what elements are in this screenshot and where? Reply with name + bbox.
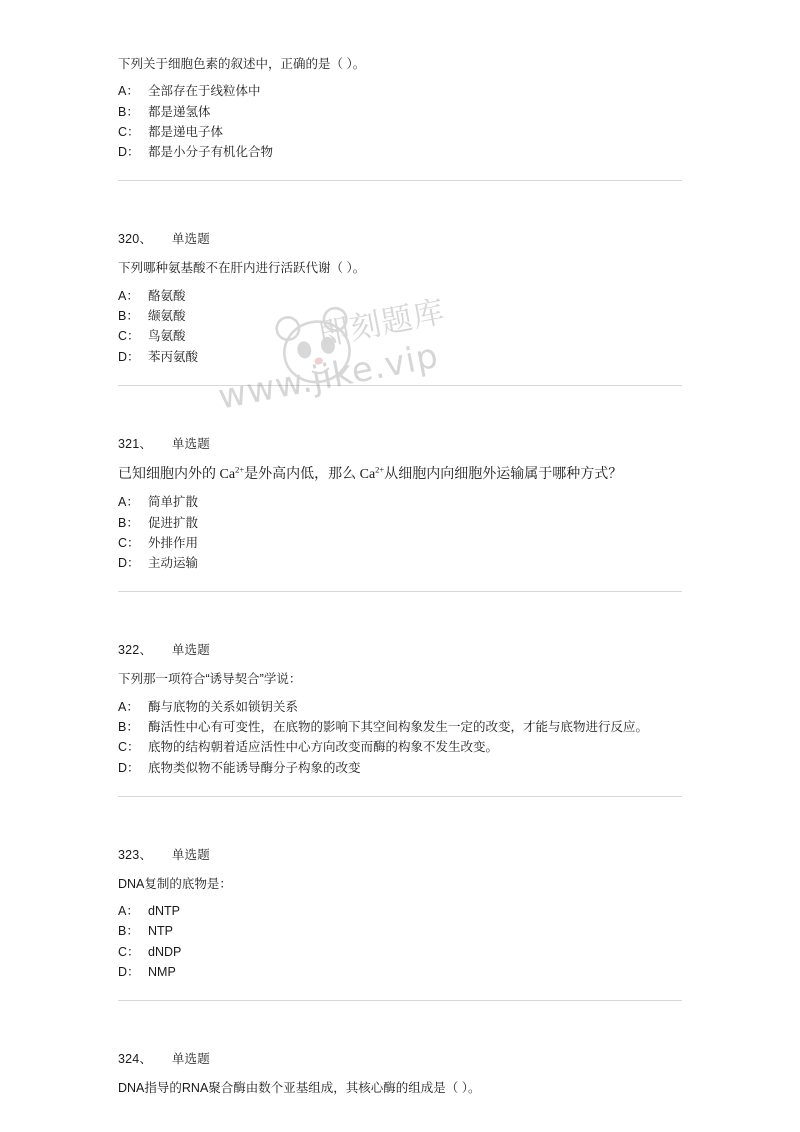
option-text: 苯丙氨酸 bbox=[148, 349, 199, 364]
option-key: A： bbox=[118, 84, 139, 99]
option-item[interactable] bbox=[118, 942, 682, 962]
option-item[interactable] bbox=[118, 492, 682, 512]
option-item[interactable] bbox=[118, 697, 682, 717]
option-text: 底物的结构朝着适应活性中心方向改变而酶的构象不发生改变。 bbox=[148, 740, 499, 755]
question-number: 322、 bbox=[118, 643, 153, 658]
option-text: 酶与底物的关系如锁钥关系 bbox=[148, 699, 299, 714]
section-divider bbox=[118, 796, 682, 797]
option-key: A： bbox=[118, 288, 139, 303]
question-stem: 下列关于细胞色素的叙述中，正确的是（ ）。 bbox=[118, 57, 366, 71]
spacer bbox=[118, 199, 682, 229]
option-key: D： bbox=[118, 145, 140, 160]
option-key: D： bbox=[118, 349, 140, 364]
question-type: 单选题 bbox=[171, 436, 210, 451]
option-text: 促进扩散 bbox=[148, 515, 199, 530]
question-block bbox=[118, 55, 682, 199]
question-block bbox=[118, 845, 682, 1019]
question-stem: 已知细胞内外的 $Ca^{2+}$是外高内低，那么 $Ca^{2+}$从细胞内向细胞外运输属于哪种方式？ bbox=[118, 464, 623, 482]
option-key: C： bbox=[118, 329, 140, 344]
section-divider bbox=[118, 385, 682, 386]
option-text: 主动运输 bbox=[148, 556, 199, 571]
option-item[interactable] bbox=[118, 758, 682, 778]
option-text: 全部存在于线粒体中 bbox=[148, 84, 261, 99]
question-type: 单选题 bbox=[171, 847, 210, 862]
option-item[interactable] bbox=[118, 921, 682, 941]
option-item[interactable] bbox=[118, 347, 682, 367]
option-item[interactable] bbox=[118, 286, 682, 306]
option-item[interactable] bbox=[118, 122, 682, 142]
option-item[interactable] bbox=[118, 142, 682, 162]
question-header bbox=[118, 640, 682, 658]
option-key: C： bbox=[118, 740, 140, 755]
option-list bbox=[118, 697, 682, 778]
question-stem: 下列哪种氨基酸不在肝内进行活跃代谢（ ）。 bbox=[118, 261, 366, 276]
watermark-url: www.jike.vip bbox=[215, 335, 443, 418]
question-header bbox=[118, 845, 682, 863]
option-item[interactable] bbox=[118, 553, 682, 573]
question-header bbox=[118, 434, 682, 452]
section-divider bbox=[118, 591, 682, 592]
question-number: 324、 bbox=[118, 1052, 153, 1067]
question-type: 单选题 bbox=[171, 232, 210, 247]
question-number: 321、 bbox=[118, 436, 153, 451]
question-block bbox=[118, 1049, 682, 1123]
option-text: 都是递电子体 bbox=[148, 124, 224, 139]
option-text: 酶活性中心有可变性，在底物的影响下其空间构象发生一定的改变，才能与底物进行反应。 bbox=[148, 720, 649, 735]
option-key: B： bbox=[118, 309, 139, 323]
spacer bbox=[118, 610, 682, 640]
option-key: D： bbox=[118, 760, 140, 775]
option-key: B： bbox=[118, 515, 139, 530]
option-key: D： bbox=[118, 556, 140, 571]
question-block bbox=[118, 640, 682, 814]
option-item[interactable] bbox=[118, 513, 682, 533]
option-key: D： bbox=[118, 964, 140, 979]
option-text: 底物类似物不能诱导酶分子构象的改变 bbox=[148, 760, 361, 775]
spacer bbox=[118, 1019, 682, 1049]
section-divider bbox=[118, 1000, 682, 1001]
option-text: dNTP bbox=[148, 904, 180, 919]
option-key: C： bbox=[118, 535, 140, 550]
option-text: NTP bbox=[148, 924, 173, 939]
option-text: 外排作用 bbox=[148, 535, 199, 550]
option-item[interactable] bbox=[118, 901, 682, 921]
section-divider bbox=[118, 180, 682, 181]
spacer bbox=[118, 404, 682, 434]
option-item[interactable] bbox=[118, 102, 682, 122]
option-text: 都是递氢体 bbox=[148, 104, 211, 119]
option-text: 简单扩散 bbox=[148, 495, 199, 510]
question-type: 单选题 bbox=[171, 643, 210, 658]
option-text: 酪氨酸 bbox=[148, 288, 186, 303]
option-key: C： bbox=[118, 944, 140, 959]
question-type: 单选题 bbox=[171, 1052, 210, 1067]
question-number: 323、 bbox=[118, 847, 153, 862]
option-key: B： bbox=[118, 720, 139, 735]
option-item[interactable] bbox=[118, 533, 682, 553]
question-stem: 下列那一项符合“诱导契合”学说： bbox=[118, 672, 302, 687]
option-list bbox=[118, 901, 682, 982]
question-stem: DNA复制的底物是： bbox=[118, 876, 232, 891]
option-list bbox=[118, 492, 682, 573]
option-item[interactable] bbox=[118, 717, 682, 737]
option-key: B： bbox=[118, 104, 139, 119]
option-key: A： bbox=[118, 495, 139, 510]
option-item[interactable] bbox=[118, 326, 682, 346]
question-block bbox=[118, 229, 682, 403]
option-text: NMP bbox=[148, 964, 176, 979]
option-item[interactable] bbox=[118, 81, 682, 101]
option-list bbox=[118, 81, 682, 162]
option-item[interactable] bbox=[118, 962, 682, 982]
option-item[interactable] bbox=[118, 737, 682, 757]
question-header bbox=[118, 1049, 682, 1067]
option-key: B： bbox=[118, 924, 139, 939]
spacer bbox=[118, 815, 682, 845]
option-text: 都是小分子有机化合物 bbox=[148, 145, 274, 160]
option-list bbox=[118, 286, 682, 367]
question-number: 320、 bbox=[118, 232, 153, 247]
watermark-brand: 即刻题库 bbox=[315, 293, 449, 354]
option-text: 缬氨酸 bbox=[148, 309, 186, 323]
option-text: dNDP bbox=[148, 944, 182, 959]
question-block bbox=[118, 434, 682, 611]
question-header bbox=[118, 229, 682, 247]
option-text: 鸟氨酸 bbox=[148, 329, 186, 344]
option-item[interactable] bbox=[118, 306, 682, 326]
option-key: A： bbox=[118, 699, 139, 714]
option-key: A： bbox=[118, 904, 139, 919]
option-key: C： bbox=[118, 124, 140, 139]
question-stem: DNA指导的RNA聚合酶由数个亚基组成，其核心酶的组成是（ ）。 bbox=[118, 1081, 481, 1096]
